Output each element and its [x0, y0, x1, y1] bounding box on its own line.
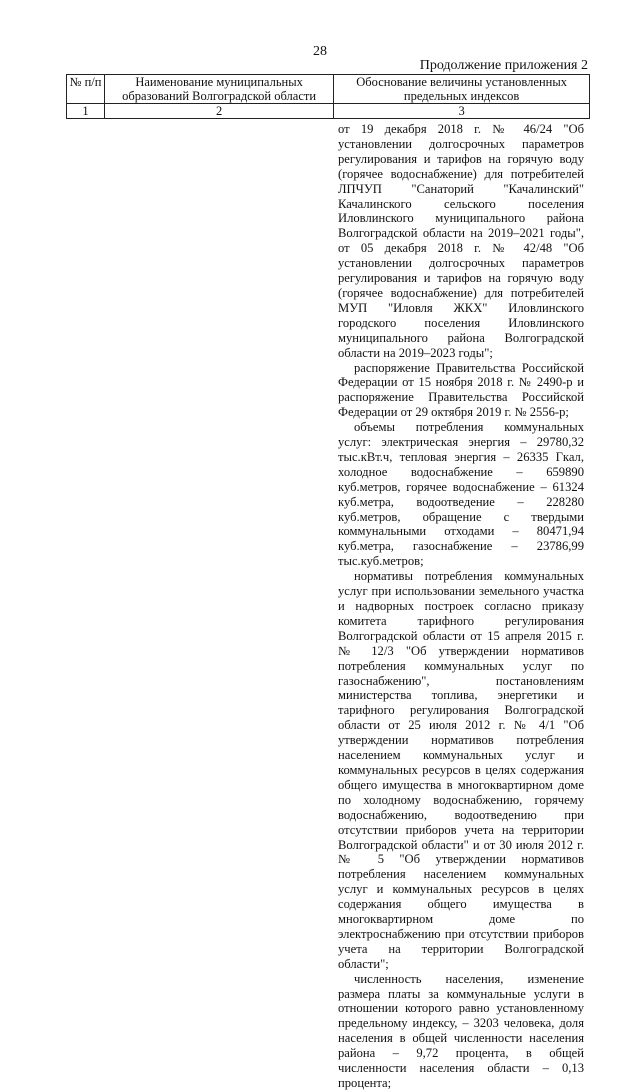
continuation-label: Продолжение приложения 2 — [419, 58, 588, 73]
page-number: 28 — [313, 44, 327, 59]
paragraph-consumption-volumes: объемы потребления коммунальных услуг: электрическая энергия – 29780,32 тыс.кВт.ч, тепловая энергия – 26335 Гкал, холодное водоснабжение – 659890 куб.метров, горячее водоснабжение – 61324 куб.метра, водоотведение – 228280 куб.метров, обращение с твердыми коммунальными отходами – 80471,94 куб.метра, газоснабжение – 23786,99 тыс.куб.метров; — [338, 420, 584, 569]
paragraph-tariff-orders: от 19 декабря 2018 г. № 46/24 "Об установлении долгосрочных параметров регулирования и тарифов на горячую воду (горячее водоснабжение) для потребителей ЛПЧУП "Санаторий "Качалинский" Качалинского сельского поселения Иловлинского муниципального района Волгоградской области на 2019–2021 годы", от 05 декабря 2018 г. № 42/48 "Об установлении долгосрочных параметров регулирования и тарифов на горячую воду (горячее водоснабжение) для потребителей МУП "Иловля ЖКХ" Иловлинского городского поселения Иловлинского муниципального района Волгоградской области на 2019–2023 годы"; — [338, 122, 584, 360]
header-row — [67, 75, 590, 104]
header-col-municipality: Наименование муниципальных образований Волгоградской области — [104, 75, 333, 104]
header-table — [66, 74, 590, 119]
paragraph-population: численность населения, изменение размера платы за коммунальные услуги в отношении которого равно установленному предельному индексу, – 3203 человека, доля населения в общей численности населения района – 9,72 процента, в общей численности населения области – 0,13 процента; — [338, 971, 584, 1090]
justification-text — [338, 122, 584, 1091]
column-number-row — [67, 104, 590, 119]
paragraph-government-orders: распоряжение Правительства Российской Федерации от 15 ноября 2018 г. № 2490-р и распоряжение Правительства Российской Федерации от 29 октября 2019 г. № 2556-р; — [338, 360, 584, 420]
column-number-1: 1 — [67, 104, 105, 119]
column-number-3: 3 — [334, 104, 590, 119]
header-col-number: № п/п — [67, 75, 105, 104]
header-col-justification: Обоснование величины установленных предельных индексов — [334, 75, 590, 104]
column-number-2: 2 — [104, 104, 333, 119]
paragraph-consumption-norms: нормативы потребления коммунальных услуг при использовании земельного участка и надворных построек согласно приказу комитета тарифного регулирования Волгоградской области от 15 апреля 2015 г. № 12/3 "Об утверждении нормативов потребления коммунальных услуг по газоснабжению", постановлениям министерства топлива, энергетики и тарифного регулирования Волгоградской области от 25 июля 2012 г. № 4/1 "Об утверждении нормативов потребления населением коммунальных услуг и коммунальных ресурсов в целях содержания общего имущества в многоквартирном доме по холодному водоснабжению, горячему водоснабжению, водоотведению при отсутствии приборов учета на территории Волгоградской области" и от 30 июля 2012 г. № 5 "Об утверждении нормативов потребления населением коммунальных услуг и коммунальных ресурсов в целях содержания общего имущества в многоквартирном доме по электроснабжению при отсутствии приборов учета на территории Волгоградской области"; — [338, 569, 584, 971]
